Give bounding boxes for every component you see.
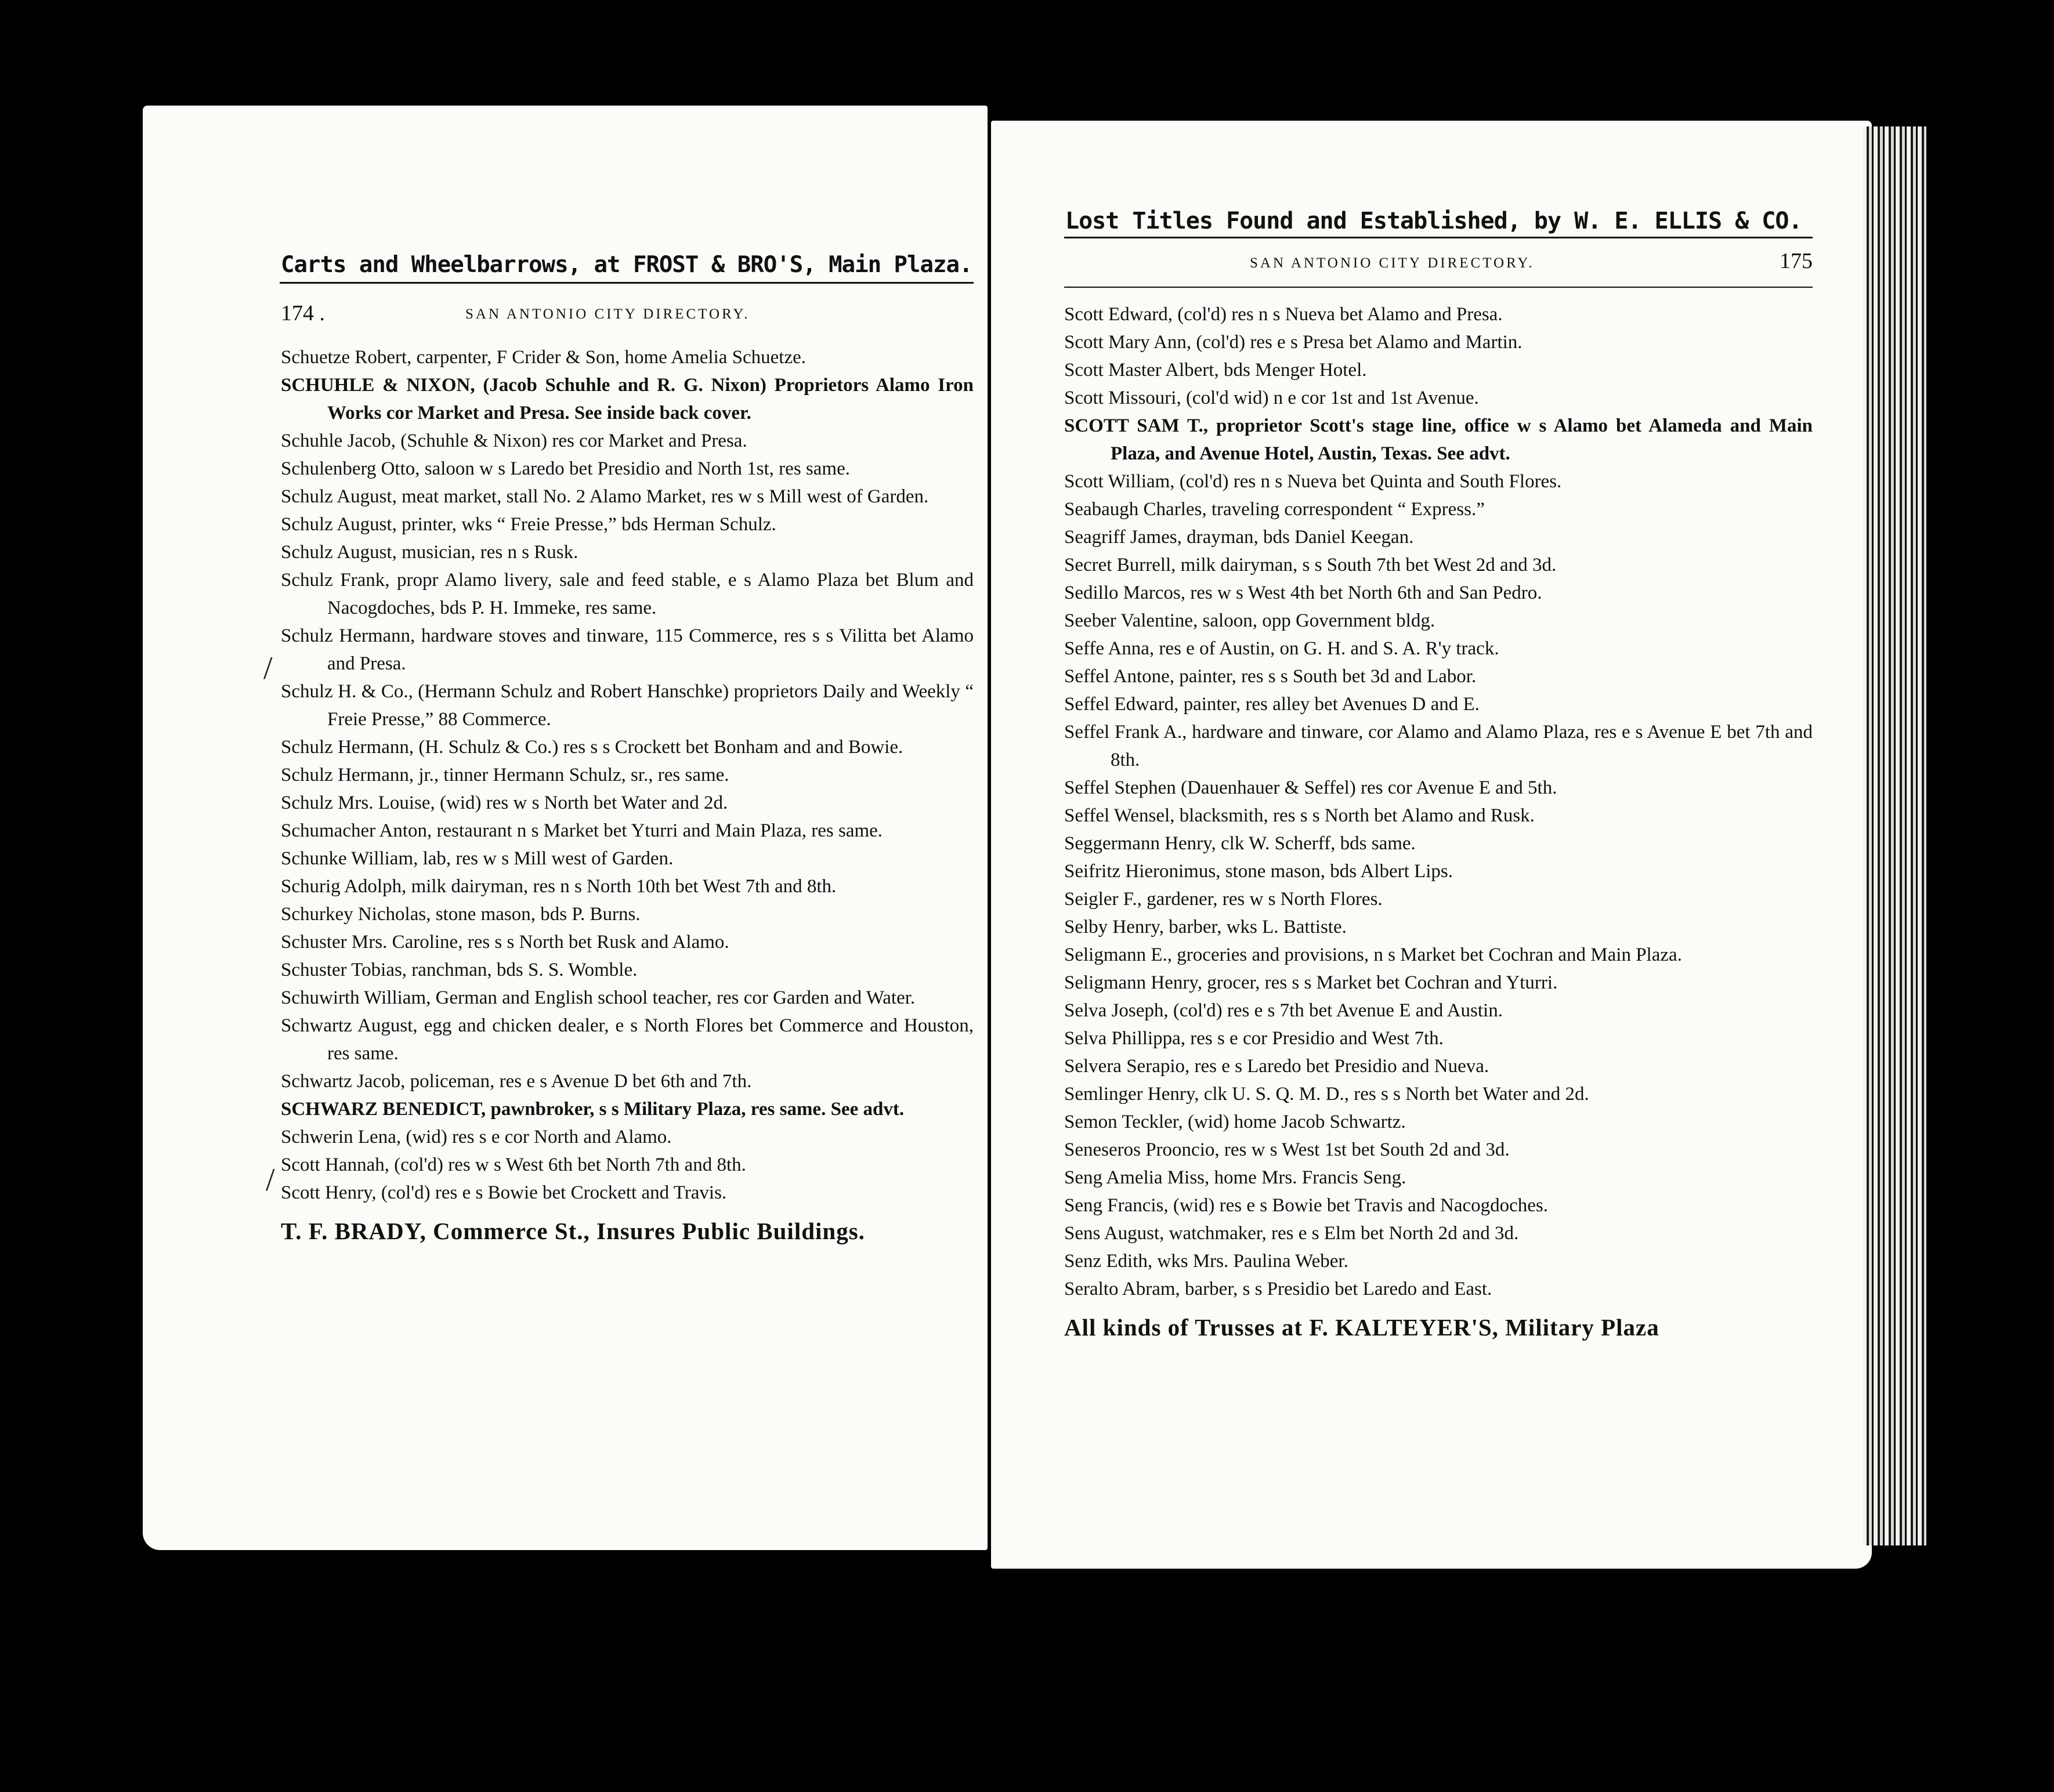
directory-entry: Schuster Mrs. Caroline, res s s North bet Rusk and Alamo. (281, 932, 729, 953)
page-number-right: 175 (1780, 249, 1813, 273)
directory-entry: Senz Edith, wks Mrs. Paulina Weber. (1064, 1251, 1348, 1272)
directory-entry: Seigler F., gardener, res w s North Flores. (1064, 889, 1383, 910)
running-head-right: SAN ANTONIO CITY DIRECTORY. (1250, 255, 1535, 271)
page-edges (1863, 126, 1926, 1545)
footer-ad-right: All kinds of Trusses at F. KALTEYER'S, Military Plaza (1064, 1314, 1659, 1341)
directory-entry: Sens August, watchmaker, res e s Elm bet North 2d and 3d. (1064, 1223, 1519, 1244)
directory-entry: Seffe Anna, res e of Austin, on G. H. and S. A. R'y track. (1064, 638, 1499, 659)
directory-entry: Schwartz Jacob, policeman, res e s Avenue D bet 6th and 7th. (281, 1071, 752, 1092)
directory-entry: Scott Mary Ann, (col'd) res e s Presa bet Alamo and Martin. (1064, 332, 1523, 353)
directory-entry: Schurig Adolph, milk dairyman, res n s North 10th bet West 7th and 8th. (281, 876, 837, 897)
directory-entry: Schulenberg Otto, saloon w s Laredo bet Presidio and North 1st, res same. (281, 458, 850, 479)
running-head-left: SAN ANTONIO CITY DIRECTORY. (465, 306, 750, 322)
directory-entry: Scott Missouri, (col'd wid) n e cor 1st and 1st Avenue. (1064, 388, 1479, 408)
directory-entry: Seffel Wensel, blacksmith, res s s North bet Alamo and Rusk. (1064, 805, 1535, 826)
directory-entry: Seeber Valentine, saloon, opp Government bldg. (1064, 610, 1435, 631)
directory-entry: Seffel Antone, painter, res s s South bet 3d and Labor. (1064, 666, 1477, 687)
directory-entry: Schunke William, lab, res w s Mill west of Garden. (281, 848, 674, 869)
directory-entry: Scott Henry, (col'd) res e s Bowie bet Crockett and Travis. (281, 1182, 727, 1203)
directory-entry: Scott Edward, (col'd) res n s Nueva bet Alamo and Presa. (1064, 304, 1503, 325)
directory-entry: Seralto Abram, barber, s s Presidio bet Laredo and East. (1064, 1279, 1492, 1299)
directory-entry: Schulz Mrs. Louise, (wid) res w s North bet Water and 2d. (281, 792, 728, 813)
directory-entry: Schuster Tobias, ranchman, bds S. S. Womble. (281, 960, 638, 980)
handwritten-check-mark: / (266, 1162, 275, 1198)
directory-entry: SCHUHLE & NIXON, (Jacob Schuhle and R. G. Nixon) Proprietors Alamo Iron Works cor Market and Presa. See inside back cover. (281, 375, 974, 423)
directory-entry: SCHWARZ BENEDICT, pawnbroker, s s Military Plaza, res same. See advt. (281, 1099, 905, 1120)
directory-entry: Seng Amelia Miss, home Mrs. Francis Seng. (1064, 1167, 1406, 1188)
directory-entry: Seifritz Hieronimus, stone mason, bds Albert Lips. (1064, 861, 1453, 882)
directory-entry: Seffel Edward, painter, res alley bet Avenues D and E. (1064, 694, 1480, 715)
directory-entry: Secret Burrell, milk dairyman, s s South 7th bet West 2d and 3d. (1064, 555, 1557, 575)
header-ad-right: Lost Titles Found and Established, by W. E. ELLIS & CO. (1065, 208, 1802, 234)
right-page (991, 121, 1872, 1569)
directory-entry: Seligmann E., groceries and provisions, n s Market bet Cochran and Main Plaza. (1064, 944, 1682, 965)
handwritten-check-mark: / (263, 650, 273, 686)
directory-entry: Seng Francis, (wid) res e s Bowie bet Travis and Nacogdoches. (1064, 1195, 1549, 1216)
directory-entry: Seneseros Prooncio, res w s West 1st bet South 2d and 3d. (1064, 1139, 1510, 1160)
footer-ad-left: T. F. BRADY, Commerce St., Insures Public Buildings. (281, 1218, 865, 1244)
left-page (143, 106, 988, 1550)
entry-list-right (1064, 301, 1813, 1303)
directory-entry: Schulz August, meat market, stall No. 2 Alamo Market, res w s Mill west of Garden. (281, 486, 929, 507)
directory-entry: Schwerin Lena, (wid) res s e cor North and Alamo. (281, 1127, 672, 1147)
header-ad-left: Carts and Wheelbarrows, at FROST & BRO'S, Main Plaza. (281, 252, 972, 278)
directory-entry: Scott William, (col'd) res n s Nueva bet Quinta and South Flores. (1064, 471, 1562, 492)
entry-list-left (281, 343, 974, 1207)
directory-entry: Selvera Serapio, res e s Laredo bet Presidio and Nueva. (1064, 1056, 1489, 1077)
directory-entry: Schulz Hermann, hardware stoves and tinware, 115 Commerce, res s s Vilitta bet Alamo and Presa. (281, 625, 974, 674)
directory-entry: Scott Hannah, (col'd) res w s West 6th bet North 7th and 8th. (281, 1154, 746, 1175)
directory-entry: Seagriff James, drayman, bds Daniel Keegan. (1064, 527, 1414, 548)
subheader-rule-right (1064, 287, 1813, 288)
directory-entry: Schuhle Jacob, (Schuhle & Nixon) res cor Market and Presa. (281, 430, 747, 451)
header-rule-right (1064, 237, 1813, 238)
directory-entry: Seffel Frank A., hardware and tinware, cor Alamo and Alamo Plaza, res e s Avenue E bet 7th and 8th. (1064, 722, 1813, 770)
directory-entry: Schulz August, musician, res n s Rusk. (281, 542, 578, 563)
directory-entry: Schulz Hermann, (H. Schulz & Co.) res s s Crockett bet Bonham and and Bowie. (281, 737, 903, 758)
directory-entry: Semon Teckler, (wid) home Jacob Schwartz. (1064, 1112, 1406, 1132)
directory-entry: Schulz Frank, propr Alamo livery, sale and feed stable, e s Alamo Plaza bet Blum and Nacogdoches, bds P. H. Immeke, res same. (281, 570, 974, 618)
directory-entry: Selva Joseph, (col'd) res e s 7th bet Avenue E and Austin. (1064, 1000, 1503, 1021)
directory-entry: SCOTT SAM T., proprietor Scott's stage line, office w s Alamo bet Alameda and Main Plaza, and Avenue Hotel, Austin, Texas. See advt. (1064, 415, 1813, 464)
directory-entry: Seggermann Henry, clk W. Scherff, bds same. (1064, 833, 1416, 854)
directory-entry: Selby Henry, barber, wks L. Battiste. (1064, 917, 1347, 937)
directory-entry: Semlinger Henry, clk U. S. Q. M. D., res s s North bet Water and 2d. (1064, 1084, 1589, 1105)
directory-entry: Seligmann Henry, grocer, res s s Market bet Cochran and Yturri. (1064, 972, 1558, 993)
directory-entry: Schulz H. & Co., (Hermann Schulz and Robert Hanschke) proprietors Daily and Weekly “ Freie Presse,” 88 Commerce. (281, 681, 974, 730)
page-number-left: 174 . (281, 301, 325, 325)
directory-entry: Sedillo Marcos, res w s West 4th bet North 6th and San Pedro. (1064, 582, 1542, 603)
directory-entry: Schwartz August, egg and chicken dealer, e s North Flores bet Commerce and Houston, res same. (281, 1015, 974, 1064)
directory-entry: Selva Phillippa, res s e cor Presidio and West 7th. (1064, 1028, 1444, 1049)
directory-entry: Scott Master Albert, bds Menger Hotel. (1064, 360, 1367, 381)
directory-entry: Seffel Stephen (Dauenhauer & Seffel) res cor Avenue E and 5th. (1064, 777, 1557, 798)
directory-entry: Schulz August, printer, wks “ Freie Presse,” bds Herman Schulz. (281, 514, 776, 535)
directory-entry: Seabaugh Charles, traveling correspondent “ Express.” (1064, 499, 1485, 520)
header-rule-left (280, 282, 974, 284)
directory-entry: Schuwirth William, German and English school teacher, res cor Garden and Water. (281, 987, 916, 1008)
directory-entry: Schuetze Robert, carpenter, F Crider & Son, home Amelia Schuetze. (281, 347, 807, 368)
directory-entry: Schumacher Anton, restaurant n s Market bet Yturri and Main Plaza, res same. (281, 820, 883, 841)
directory-entry: Schulz Hermann, jr., tinner Hermann Schulz, sr., res same. (281, 765, 729, 785)
directory-entry: Schurkey Nicholas, stone mason, bds P. Burns. (281, 904, 641, 925)
